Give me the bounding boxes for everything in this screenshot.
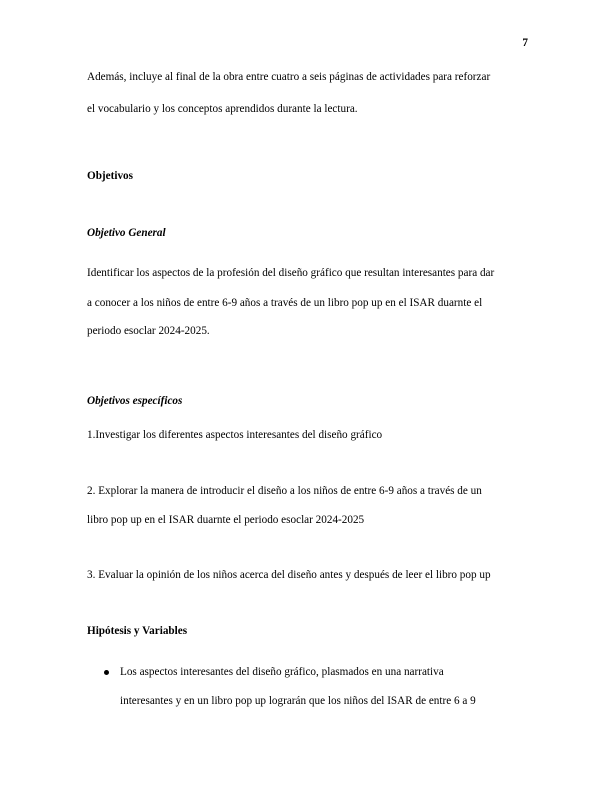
objetivo-especifico-2-line-2: libro pop up en el ISAR duarnte el periodo esoclar 2024-2025 <box>87 514 365 526</box>
objetivos-especificos-heading: Objetivos específicos <box>87 395 183 407</box>
objetivo-especifico-1: 1.Investigar los diferentes aspectos interesantes del diseño gráfico <box>87 429 383 441</box>
hipotesis-bullet-line-2: interesantes y en un libro pop up lograrán que los niños del ISAR de entre 6 a 9 <box>120 695 476 707</box>
objetivo-general-heading: Objetivo General <box>87 227 166 239</box>
page-number: 7 <box>522 37 528 49</box>
objetivo-general-line-2: a conocer a los niños de entre 6-9 años a través de un libro pop up en el ISAR duarnte el <box>87 297 483 309</box>
objetivo-especifico-3: 3. Evaluar la opinión de los niños acerca del diseño antes y después de leer el libro pop up <box>87 569 491 581</box>
hipotesis-heading: Hipótesis y Variables <box>87 625 188 637</box>
objetivo-general-line-3: periodo esoclar 2024-2025. <box>87 325 210 337</box>
bullet-icon <box>104 670 109 675</box>
intro-line-1: Además, incluye al final de la obra entre cuatro a seis páginas de actividades para reforzar <box>87 71 491 83</box>
intro-line-2: el vocabulario y los conceptos aprendidos durante la lectura. <box>87 103 358 115</box>
hipotesis-bullet-line-1: Los aspectos interesantes del diseño gráfico, plasmados en una narrativa <box>120 666 444 678</box>
objetivo-general-line-1: Identificar los aspectos de la profesión del diseño gráfico que resultan interesantes para dar <box>87 267 495 279</box>
objetivos-heading: Objetivos <box>87 170 133 182</box>
objetivo-especifico-2-line-1: 2. Explorar la manera de introducir el diseño a los niños de entre 6-9 años a través de un <box>87 485 482 497</box>
